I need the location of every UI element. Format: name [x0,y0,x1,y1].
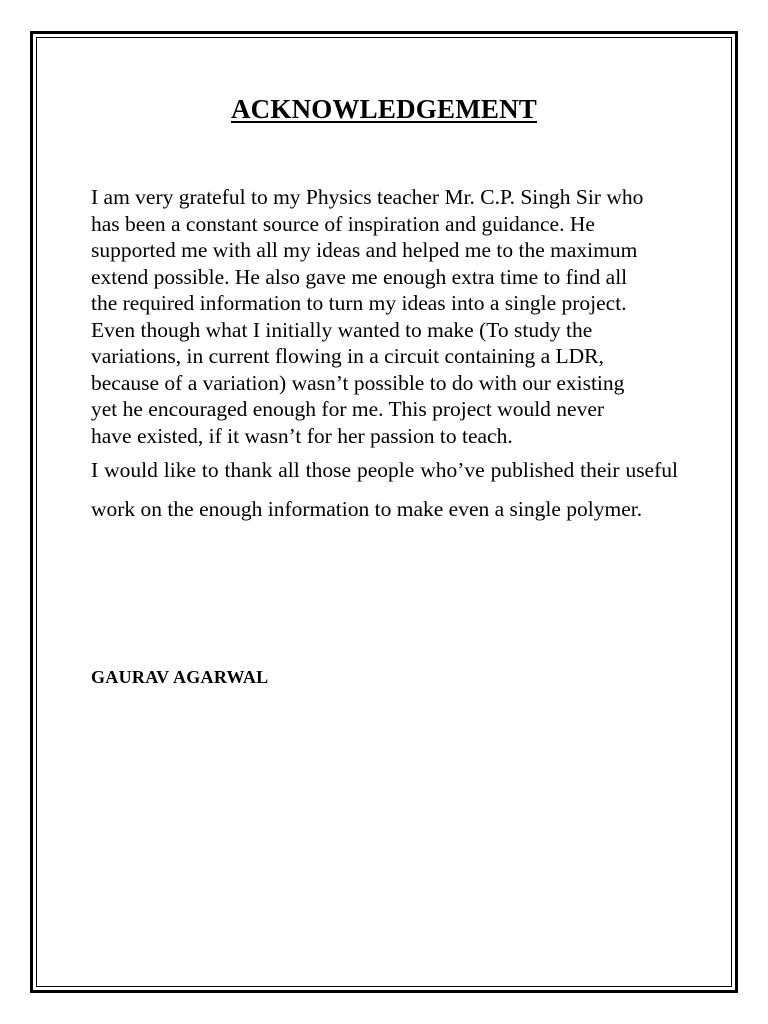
thanks-paragraph: I would like to thank all those people who’ve published their useful work on the enough information to make even a single polymer. [91,458,678,521]
page-title: ACKNOWLEDGEMENT [230,94,538,124]
paragraph-line: supported me with all my ideas and helped me to the maximum [91,238,638,262]
paragraph-line: yet he encouraged enough for me. This project would never [91,397,605,421]
paragraph-line: has been a constant source of inspiration and guidance. He [91,211,595,236]
paragraph-line: variations, in current flowing in a circuit containing a LDR, [91,344,604,368]
paragraph-line: have existed, if it wasn’t for her passion to teach. [91,423,513,448]
acknowledgement-paragraph [91,184,701,449]
paragraph-line: I am very grateful to my Physics teacher Mr. C.P. Singh Sir who [91,185,644,209]
paragraph-line: the required information to turn my ideas into a single project. [91,291,627,315]
paragraph-line: extend possible. He also gave me enough extra time to find all [91,264,628,289]
author-signature: GAURAV AGARWAL [91,667,269,687]
paragraph-line: because of a variation) wasn’t possible to do with our existing [91,370,625,395]
paragraph-line: Even though what I initially wanted to make (To study the [91,317,593,342]
